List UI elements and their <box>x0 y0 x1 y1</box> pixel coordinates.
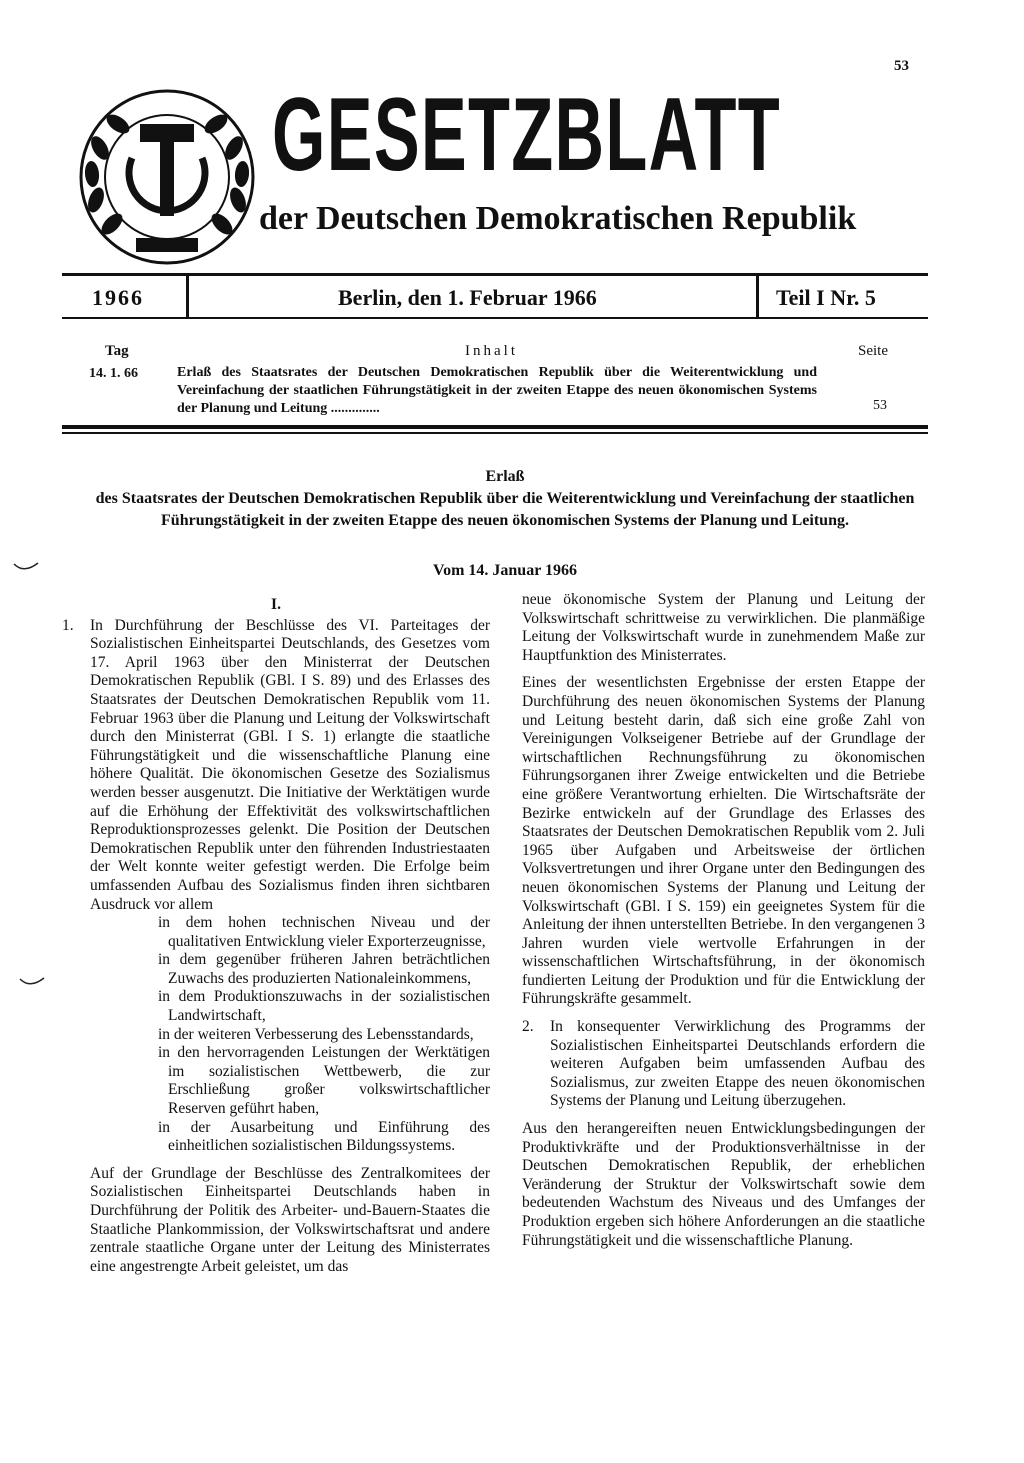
toc-entry-date: 14. 1. 66 <box>89 366 138 381</box>
issue-part: Teil I Nr. 5 <box>776 285 876 310</box>
decree-heading-title: Erlaß <box>485 468 525 485</box>
margin-mark <box>18 975 46 989</box>
paragraph: neue ökonomische System der Planung und Leitung der Volkswirtschaft schrittweise zu verwirklichen. Die planmäßige Leitung der Volkswirtschaft wurde in zunehmendem Maße zur Hauptfunktion des Ministerrates. <box>522 591 925 664</box>
state-emblem <box>78 88 256 266</box>
paragraph: Eines der wesentlichsten Ergebnisse der ersten Etappe der Durchführung des neuen ökonomischen Systems der Planung und Leitung besteht darin, daß sich eine große Zahl von Vereinigungen Volkseigener Betriebe auf der Grundlage der wirtschaftlichen Rechnungsführung zu ökonomischen Führungsorganen ihrer Zweige entwickelten und die Betriebe eine größere Verantwortung erhielten. Die Wirtschaftsräte der Bezirke entwickeln auf der Grundlage des Erlasses des Staatsrates der Deutschen Demokratischen Republik vom 2. Juli 1965 über Aufgaben und Arbeitsweise der örtlichen Volksvertretungen und ihrer Organe unter den Bedingungen des neuen ökonomischen Systems der Planung und Leitung der Volkswirtschaft (GBl. I S. 159) ein geeignetes System für die Anleitung der ihnen unterstellten Betriebe. In den vergangenen 3 Jahren wurden viele wertvolle Erfahrungen in der wissenschaftlichen Wirtschaftsführung, in der ökonomisch fundierten Leitung der Produktion und für die Entwicklung der Führungskräfte gesammelt. <box>522 674 925 1008</box>
decree-heading-body: des Staatsrates der Deutschen Demokratischen Republik über die Weiterentwicklung und Vereinfachung der staatlichen Führungstätigkeit in der zweiten Etappe des neuen ökonomischen Systems der Planung und Leitung. <box>95 490 915 529</box>
decree-date: Vom 14. Januar 1966 <box>432 562 578 579</box>
item-number: 2. <box>522 1018 534 1036</box>
masthead-title: GESETZBLATT <box>272 80 781 190</box>
list-item: in der Ausarbeitung und Einführung des einheitlichen sozialistischen Bildungssystems. <box>158 1118 490 1155</box>
decree-heading <box>70 466 940 532</box>
numbered-item-1 <box>62 617 490 1277</box>
paragraph: Aus den herangereiften neuen Entwicklungsbedingungen der Produktivkräfte und der Produktionsverhältnisse in der Deutschen Demokratischen Republik, der erheblichen Veränderung der Struktur der Volkswirtschaft sowie dem bedeutenden Wachstum des Niveaus und des Umfanges der Produktion ergeben sich höhere Anforderungen an die staatliche Führungstätigkeit und die wissenschaftliche Planung. <box>522 1120 925 1249</box>
margin-mark <box>12 560 40 574</box>
header-divider-right <box>756 273 759 317</box>
toc-rule-thick <box>62 425 928 429</box>
toc-column-page: Seite <box>858 343 888 359</box>
list-item: in dem gegenüber früheren Jahren beträchtlichen Zuwachs des produzierten Nationaleinkommens, <box>158 951 490 987</box>
masthead-subtitle: der Deutschen Demokratischen Republik <box>259 200 857 237</box>
column-left <box>62 596 490 1276</box>
toc-entry-title: Erlaß des Staatsrates der Deutschen Demokratischen Republik über die Weiterentwicklung und Vereinfachung der staatlichen Führungstätigkeit in der zweiten Etappe des neuen ökonomischen Systems der Planung und Leitung .............. <box>177 365 817 416</box>
item-2-text: In konsequenter Verwirklichung des Programms der Sozialistischen Einheitspartei Deutschlands erfordern die weiteren Aufgaben beim umfassenden Aufbau des Sozialismus, zur zweiten Etappe des neuen ökonomischen Systems der Planung und Leitung überzugehen. <box>550 1018 925 1110</box>
numbered-item-2 <box>522 1018 925 1111</box>
item-1-text: In Durchführung der Beschlüsse des VI. Parteitages der Sozialistischen Einheitspartei Deutschlands, des Gesetzes vom 17. April 1963 über den Ministerrat der Deutschen Demokratischen Republik (GBl. I S. 89) und des Erlasses des Staatsrates der Deutschen Demokratischen Republik vom 11. Februar 1963 über die Planung und Leitung der Volkswirtschaft durch den Ministerrat (GBl. I S. 1) erlangte die staatliche Führungstätigkeit und die wissenschaftliche Planung eine höhere Qualität. Die ökonomischen Gesetze des Sozialismus werden besser ausgenutzt. Die Initiative der Werktätigen wurde auf die Erhöhung der Effektivität des volkswirtschaftlichen Reproduktionsprozesses gelenkt. Die Position der Deutschen Demokratischen Republik unter den führenden Industriestaaten der Welt konnte weiter gefestigt werden. Die Erfolge beim umfassenden Aufbau des Sozialismus finden ihren sichtbaren Ausdruck vor allem <box>90 616 490 913</box>
page-number: 53 <box>894 58 909 74</box>
list-item: in der weiteren Verbesserung des Lebensstandards, <box>158 1025 474 1043</box>
toc-rule-thin <box>62 432 928 434</box>
toc-column-contents: Inhalt <box>465 343 518 359</box>
paragraph: Auf der Grundlage der Beschlüsse des Zentralkomitees der Sozialistischen Einheitspartei Deutschlands haben in Durchführung der Politik des Arbeiter- und-Bauern-Staates die Staatliche Plankommission, der Volkswirtschaftsrat und andere zentrale staatliche Organe unter der Leitung des Ministerrates eine angestrengte Arbeit geleistet, um das <box>90 1164 490 1275</box>
list-item: in dem Produktionszuwachs in der sozialistischen Landwirtschaft, <box>158 988 490 1025</box>
header-divider-left <box>186 273 189 317</box>
list-item: in den hervorragenden Leistungen der Werktätigen im sozialistischen Wettbewerb, die zur Erschließung großer volkswirtschaftlicher Reserven geführt haben, <box>158 1044 490 1118</box>
column-right <box>522 591 925 1250</box>
list-item: in dem hohen technischen Niveau und der qualitativen Entwicklung vieler Exporterzeugnisse, <box>158 914 490 950</box>
header-rule-top <box>62 273 928 276</box>
toc-column-day: Tag <box>105 343 129 359</box>
header-rule-bottom <box>62 317 928 319</box>
issue-date: Berlin, den 1. Februar 1966 <box>338 285 597 310</box>
issue-year: 1966 <box>92 285 144 310</box>
achievement-list <box>158 914 490 1156</box>
section-number: I. <box>271 596 281 613</box>
item-number: 1. <box>62 616 74 634</box>
toc-entry-page: 53 <box>873 398 887 413</box>
